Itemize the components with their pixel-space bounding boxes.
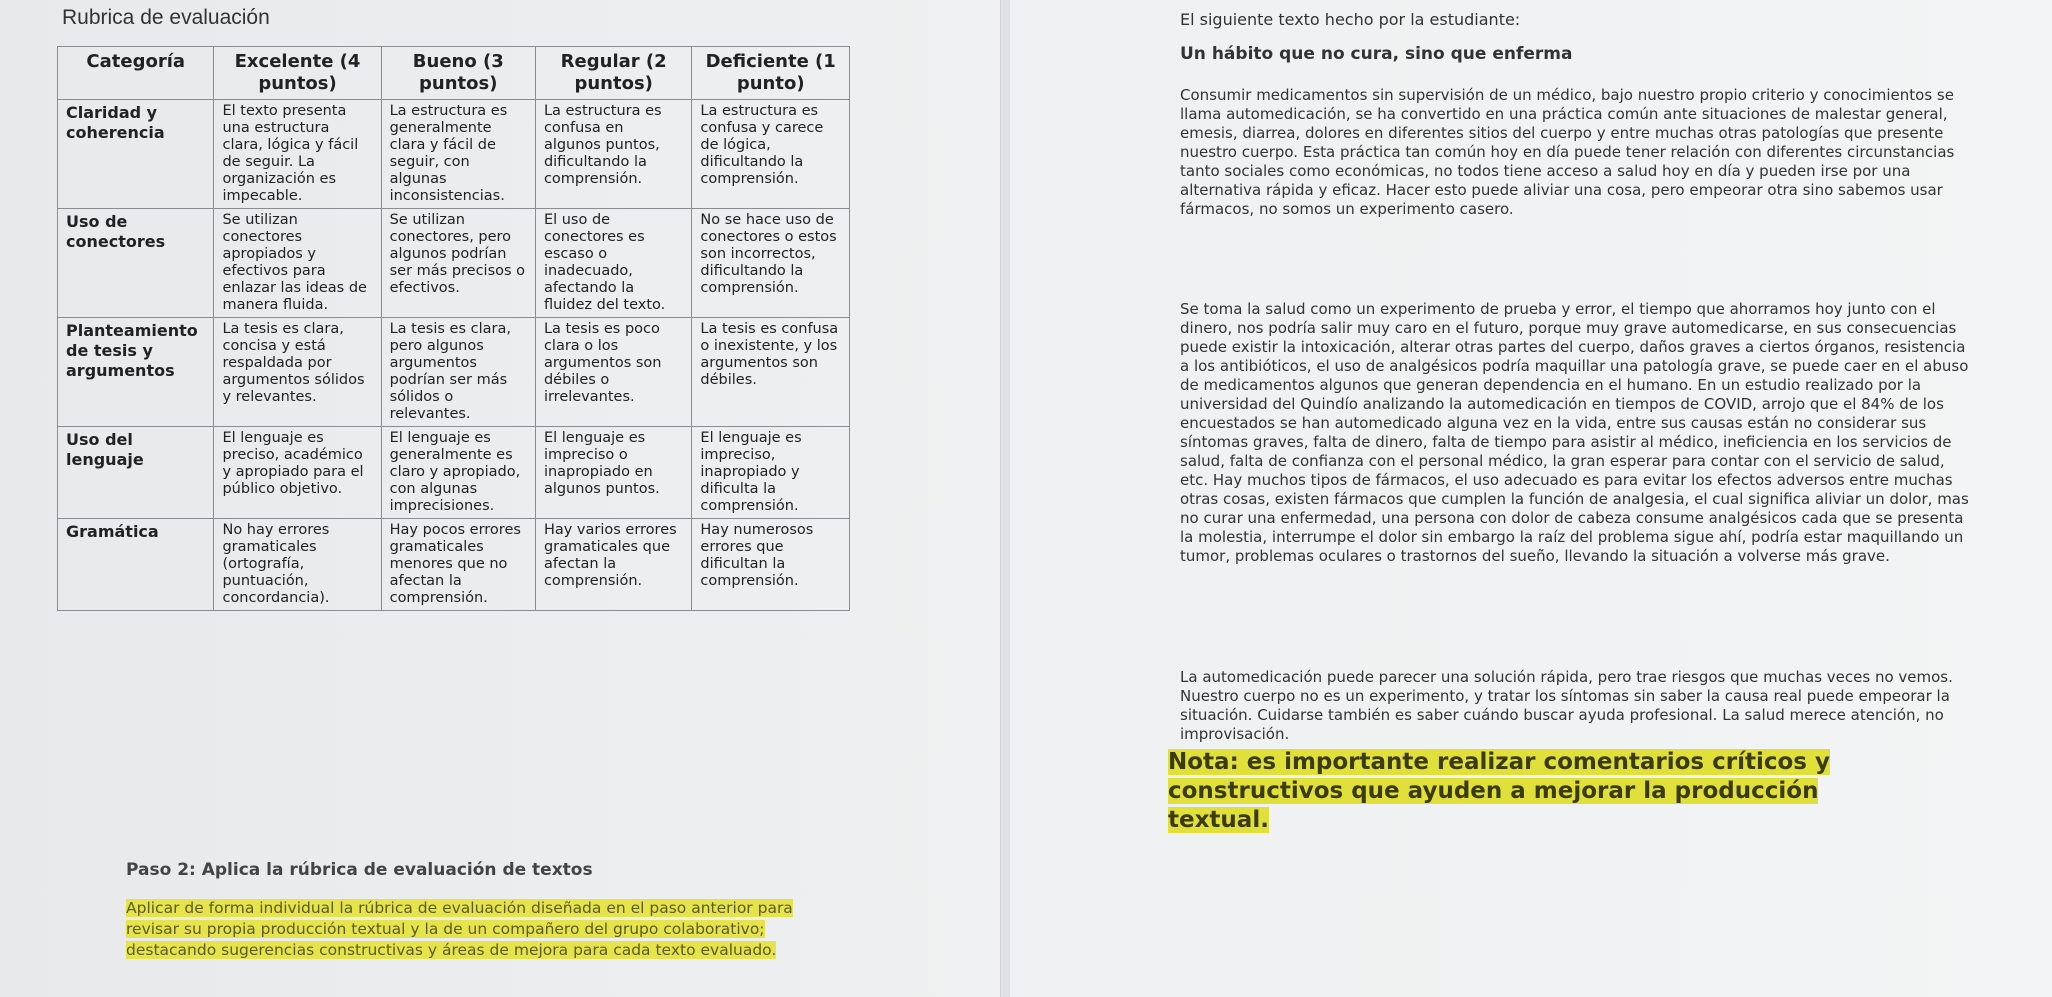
table-cell: Hay pocos errores gramaticales menores que no afectan la comprensión. — [381, 519, 535, 611]
table-cell: El lenguaje es preciso, académico y apropiado para el público objetivo. — [214, 427, 381, 519]
header-deficiente: Deficiente (1 punto) — [692, 47, 850, 100]
essay-paragraph-1: Consumir medicamentos sin supervisión de un médico, bajo nuestro propio criterio y conocimientos se llama automedicación, se ha convertido en una práctica común ante situaciones de malestar general, emesis, diarrea, dolores en diferentes sitios del cuerpo y entre muchas otras patologías que presente nuestro cuerpo. Esta práctica tan común hoy en día puede tener relación con diferentes circunstancias tanto sociales como económicas, no todos tiene acceso a salud hoy en día y pueden irse por una alternativa rápida y eficaz. Hacer esto puede aliviar una cosa, pero empeorar otra sino sabemos usar fármacos, no somos un experimento casero. — [1180, 86, 1955, 218]
student-text-header: El siguiente texto hecho por la estudiante: — [1180, 10, 1521, 29]
right-document-pane — [1010, 0, 2052, 997]
table-cell: La tesis es poco clara o los argumentos son débiles o irrelevantes. — [535, 318, 691, 427]
table-cell: Se utilizan conectores, pero algunos podrían ser más precisos o efectivos. — [381, 209, 535, 318]
table-row — [58, 100, 850, 209]
table-cell: La tesis es confusa o inexistente, y los argumentos son débiles. — [692, 318, 850, 427]
table-row — [58, 209, 850, 318]
table-cell: La estructura es confusa y carece de lógica, dificultando la comprensión. — [692, 100, 850, 209]
essay-title: Un hábito que no cura, sino que enferma — [1180, 44, 1573, 64]
table-cell-category: Uso de conectores — [58, 209, 214, 318]
table-cell: Se utilizan conectores apropiados y efectivos para enlazar las ideas de manera fluida. — [214, 209, 381, 318]
step-title: Paso 2: Aplica la rúbrica de evaluación de textos — [126, 860, 593, 880]
note-highlight — [1168, 748, 1888, 835]
table-cell: La tesis es clara, pero algunos argumentos podrían ser más sólidos o relevantes. — [381, 318, 535, 427]
table-cell-category: Claridad y coherencia — [58, 100, 214, 209]
highlighted-instructions: Aplicar de forma individual la rúbrica de evaluación diseñada en el paso anterior para revisar su propia producción textual y la de un compañero del grupo colaborativo; destacando sugerencias constructivas y áreas de mejora para cada texto evaluado. — [126, 899, 793, 959]
essay-paragraph-3: La automedicación puede parecer una solución rápida, pero trae riesgos que muchas veces no vemos. Nuestro cuerpo no es un experimento, y tratar los síntomas sin saber la causa real puede empeorar la situación. Cuidarse también es saber cuándo buscar ayuda profesional. La salud merece atención, no improvisación. — [1180, 668, 1953, 743]
header-category: Categoría — [58, 47, 214, 100]
left-document-pane — [0, 0, 1000, 997]
table-cell: Hay numerosos errores que dificultan la comprensión. — [692, 519, 850, 611]
step-instructions — [126, 898, 826, 961]
table-cell: El texto presenta una estructura clara, lógica y fácil de seguir. La organización es impecable. — [214, 100, 381, 209]
note-text: Nota: es importante realizar comentarios críticos y constructivos que ayuden a mejorar la producción textual. — [1168, 749, 1830, 833]
table-cell: El lenguaje es generalmente es claro y apropiado, con algunas imprecisiones. — [381, 427, 535, 519]
table-row — [58, 519, 850, 611]
table-cell: Hay varios errores gramaticales que afectan la comprensión. — [535, 519, 691, 611]
table-cell: No se hace uso de conectores o estos son incorrectos, dificultando la comprensión. — [692, 209, 850, 318]
table-cell-category: Uso del lenguaje — [58, 427, 214, 519]
header-regular: Regular (2 puntos) — [535, 47, 691, 100]
table-cell-category: Planteamiento de tesis y argumentos — [58, 318, 214, 427]
table-cell: La tesis es clara, concisa y está respaldada por argumentos sólidos y relevantes. — [214, 318, 381, 427]
header-bueno: Bueno (3 puntos) — [381, 47, 535, 100]
table-cell: No hay errores gramaticales (ortografía, puntuación, concordancia). — [214, 519, 381, 611]
essay-paragraph-2: Se toma la salud como un experimento de prueba y error, el tiempo que ahorramos hoy junto con el dinero, nos podría salir muy caro en el futuro, porque muy grave automedicarse, en sus consecuencias puede existir la intoxicación, alterar otras partes del cuerpo, daños graves a ciertos órganos, resistencia a los antibióticos, el uso de analgésicos podría maquillar una patología grave, se puede caer en el abuso de medicamentos algunos que generan dependencia en el humano. En un estudio realizado por la universidad del Quindío analizando la automedicación en tiempos de COVID, arrojo que el 84% de los encuestados se han automedicado alguna vez en la vida, entre sus causas están no considerar sus síntomas graves, falta de dinero, falta de tiempo para asistir al médico, ineficiencia en los servicios de salud, falta de confianza con el personal médico, la gran esperar para contar con el servicio de salud, etc. Hay muchos tipos de fármacos, el uso adecuado es para evitar los efectos adversos entre muchas otras cosas, existen fármacos que cumplen la función de analgesia, el cual significa aliviar un dolor, mas no curar una enfermedad, una persona con dolor de cabeza consume analgésicos cada que se presenta la molestia, interrumpe el dolor sin embargo la raíz del problema sigue ahí, podría estar maquillando un tumor, problemas oculares o trastornos del sueño, llevando la situación a volverse más grave. — [1180, 300, 1969, 565]
table-cell: El lenguaje es impreciso o inapropiado en algunos puntos. — [535, 427, 691, 519]
table-cell-category: Gramática — [58, 519, 214, 611]
table-cell: La estructura es generalmente clara y fácil de seguir, con algunas inconsistencias. — [381, 100, 535, 209]
rubric-table — [57, 46, 850, 611]
table-row — [58, 318, 850, 427]
table-cell: El uso de conectores es escaso o inadecuado, afectando la fluidez del texto. — [535, 209, 691, 318]
table-cell: El lenguaje es impreciso, inapropiado y dificulta la comprensión. — [692, 427, 850, 519]
table-header-row — [58, 47, 850, 100]
header-excelente: Excelente (4 puntos) — [214, 47, 381, 100]
table-row — [58, 427, 850, 519]
rubric-title: Rubrica de evaluación — [62, 6, 270, 29]
table-cell: La estructura es confusa en algunos puntos, dificultando la comprensión. — [535, 100, 691, 209]
